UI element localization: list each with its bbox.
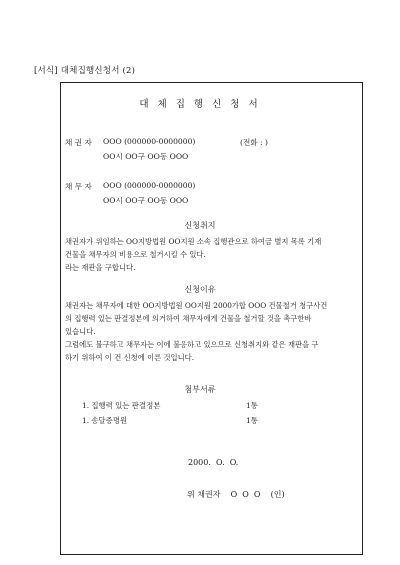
attachments-heading: 첨부서류 [184,385,216,394]
creditor-role: 채 권 자 [65,138,92,147]
attachment-item-qty: 1통 [246,416,258,425]
purpose-heading: 신청취지 [184,221,216,230]
creditor-phone: (전화 : ) [240,138,268,147]
reason-heading: 신청이유 [184,285,216,294]
reason-text [65,299,358,364]
reason-line: 하기 위하여 이 건 신청에 이른 것입니다. [65,353,195,362]
purpose-line: 채권자가 위임하는 OO지방법원 OO지원 소속 집행관으로 하여금 별지 목록 기재 [65,237,322,246]
attachment-item-name: 1. 집행력 있는 판결정본 [82,401,161,410]
purpose-line: 건물을 채무자의 비용으로 철거시킬 수 있다. [65,250,206,259]
creditor-signature: 위 채권자 O O O (인) [187,490,285,499]
reason-line: 채권자는 채무자에 대한 OO지방법원 OO지원 2000가합 OOO 건물철거 청구사건 [65,301,328,310]
reason-line: 있습니다. [65,327,96,336]
debtor-address: OO시 OO구 OO동 OOO [103,196,189,205]
attachment-item-name: 1. 송달증명원 [82,416,128,425]
purpose-text [65,235,358,274]
attachment-item-qty: 1통 [246,401,258,410]
document-date: 2000. O. O. [188,458,239,467]
debtor-role: 채 무 자 [65,182,92,191]
creditor-name-id: OOO (000000-0000000) [103,137,196,146]
reason-line: 그럼에도 불구하고 채무자는 이에 불응하고 있으므로 신청취지와 같은 재판을 구 [65,340,319,349]
reason-line: 의 집행력 있는 판결정본에 의거하여 채무자에게 건물을 철거할 것을 촉구한바 [65,314,312,323]
purpose-line: 라는 재판을 구합니다. [65,263,136,272]
creditor-address: OO시 OO구 OO동 OOO [103,152,189,161]
document-title: 대 체 집 행 신 청 서 [139,99,261,110]
debtor-name-id: OOO (000000-0000000) [103,181,196,190]
form-label: [서식] 대체집행신청서 (2) [34,66,136,76]
